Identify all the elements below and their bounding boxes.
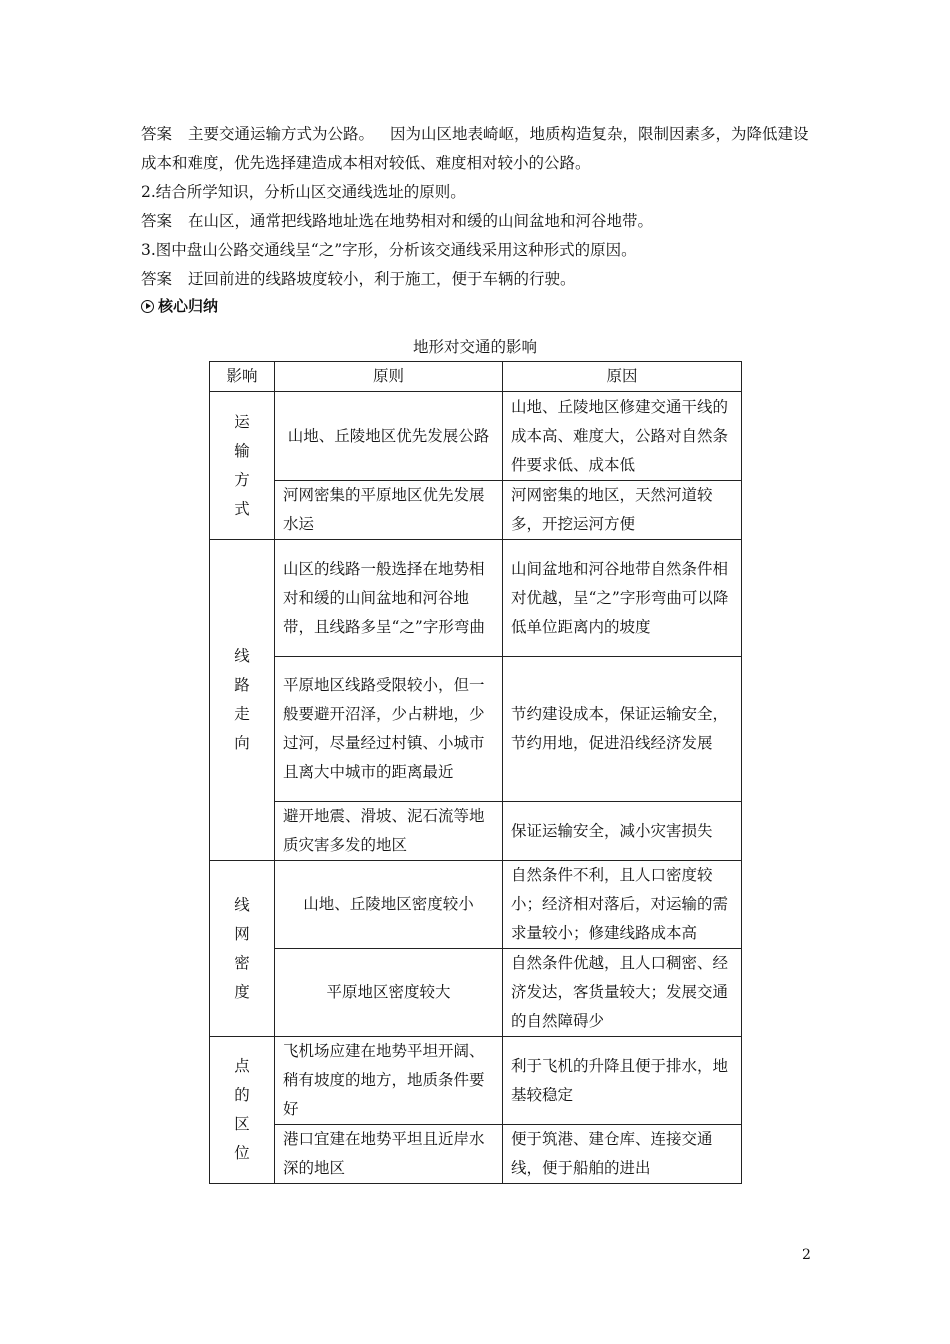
category-cell: 线网密度 [210, 861, 275, 1037]
table-row [210, 861, 742, 949]
table-row [210, 1037, 742, 1125]
terrain-traffic-table [209, 361, 742, 1184]
table-row [210, 949, 742, 1037]
answer-2 [141, 207, 813, 236]
table-row [210, 392, 742, 481]
reason-cell: 山间盆地和河谷地带自然条件相对优越，呈“之”字形弯曲可以降低单位距离内的坡度 [503, 540, 742, 657]
table-title: 地形对交通的影响 [412, 338, 537, 356]
header-principle: 原则 [275, 362, 503, 392]
table-header-row [210, 362, 742, 392]
section-title: 核心归纳 [158, 297, 219, 315]
reason-cell: 自然条件不利，且人口密度较小；经济相对落后，对运输的需求量较小；修建线路成本高 [503, 861, 742, 949]
table-row [210, 540, 742, 657]
principle-cell: 避开地震、滑坡、泥石流等地质灾害多发的地区 [275, 802, 503, 861]
reason-cell: 山地、丘陵地区修建交通干线的成本高、难度大，公路对自然条件要求低、成本低 [503, 392, 742, 481]
category-cell: 线路走向 [210, 540, 275, 861]
principle-cell: 河网密集的平原地区优先发展水运 [275, 481, 503, 540]
principle-cell: 飞机场应建在地势平坦开阔、稍有坡度的地方，地质条件要好 [275, 1037, 503, 1125]
answer-1 [141, 120, 813, 178]
answer-label: 答案 [141, 212, 173, 230]
principle-cell: 平原地区线路受限较小，但一般要避开沼泽，少占耕地，少过河，尽量经过村镇、小城市且离大中城市的距离最近 [275, 657, 503, 802]
reason-cell: 保证运输安全，减小灾害损失 [503, 802, 742, 861]
reason-cell: 节约建设成本，保证运输安全，节约用地，促进沿线经济发展 [503, 657, 742, 802]
table-row [210, 802, 742, 861]
category-cell: 点的区位 [210, 1037, 275, 1184]
reason-cell: 便于筑港、建仓库、连接交通线，便于船舶的进出 [503, 1125, 742, 1184]
answer-text: 迂回前进的线路坡度较小，利于施工，便于车辆的行驶。 [188, 270, 576, 288]
principle-cell: 山地、丘陵地区密度较小 [275, 861, 503, 949]
reason-cell: 河网密集的地区，天然河道较多，开挖运河方便 [503, 481, 742, 540]
principle-cell: 平原地区密度较大 [275, 949, 503, 1037]
play-circle-icon [141, 300, 154, 313]
category-cell: 运输方式 [210, 392, 275, 540]
answer-main: 主要交通运输方式为公路。 [188, 125, 375, 143]
answer-label: 答案 [141, 125, 173, 143]
question-2: 2.结合所学知识，分析山区交通线选址的原则。 [141, 183, 466, 201]
page-number: 2 [802, 1247, 811, 1263]
reason-cell: 自然条件优越，且人口稠密、经济发达，客货量较大；发展交通的自然障碍少 [503, 949, 742, 1037]
principle-cell: 山地、丘陵地区优先发展公路 [275, 392, 503, 481]
table-row [210, 481, 742, 540]
table-row [210, 657, 742, 802]
answer-label: 答案 [141, 270, 173, 288]
principle-cell: 山区的线路一般选择在地势相对和缓的山间盆地和河谷地带，且线路多呈“之”字形弯曲 [275, 540, 503, 657]
header-reason: 原因 [503, 362, 742, 392]
table-row [210, 1125, 742, 1184]
section-heading [141, 296, 218, 316]
answer-3 [141, 265, 813, 294]
question-3: 3.图中盘山公路交通线呈“之”字形，分析该交通线采用这种形式的原因。 [141, 241, 637, 259]
answer-text: 在山区，通常把线路地址选在地势相对和缓的山间盆地和河谷地带。 [188, 212, 654, 230]
principle-cell: 港口宜建在地势平坦且近岸水深的地区 [275, 1125, 503, 1184]
reason-cell: 利于飞机的升降且便于排水，地基较稳定 [503, 1037, 742, 1125]
answer-reason: 因为山区地表崎岖，地质构造复杂，限制因素多，为降低建设成本和难度，优先选择建造成本相对较低、难度相对较小的公路。 [141, 125, 809, 172]
header-impact: 影响 [210, 362, 275, 392]
